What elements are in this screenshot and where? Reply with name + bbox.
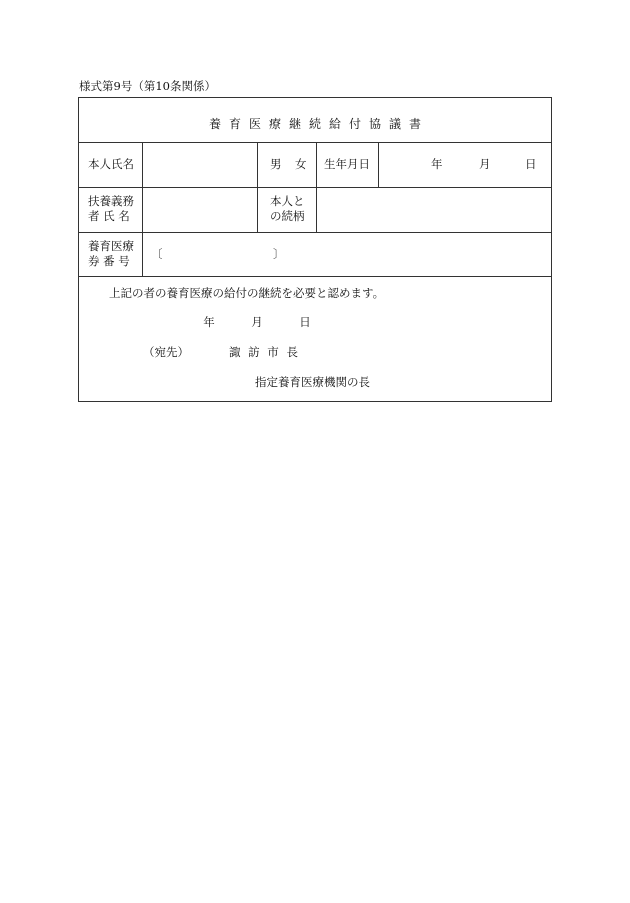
statement-text: 上記の者の養育医療の給付の継続を必要と認めます。 bbox=[109, 286, 385, 300]
relation-label bbox=[270, 194, 305, 224]
form-table bbox=[78, 97, 552, 402]
ticket-label-line1: 養育医療 bbox=[88, 239, 134, 253]
divider-row2 bbox=[79, 232, 551, 233]
guardian-label bbox=[88, 194, 134, 224]
date-line bbox=[189, 315, 325, 330]
birth-month-unit: 月 bbox=[479, 157, 491, 171]
guardian-label-line1: 扶養義務 bbox=[88, 194, 134, 208]
ticket-bracket-close: 〕 bbox=[273, 247, 285, 261]
addressee-name: 諏 訪 市 長 bbox=[229, 345, 300, 359]
form-number-label: 様式第9号（第10条関係） bbox=[79, 79, 216, 93]
ticket-bracket-open: 〔 bbox=[151, 247, 163, 261]
divider-row1 bbox=[79, 187, 551, 188]
birth-day-unit: 日 bbox=[525, 157, 537, 171]
sex-option-female[interactable]: 女 bbox=[295, 157, 307, 171]
name-label: 本人氏名 bbox=[88, 157, 134, 171]
guardian-label-line2: 者 氏 名 bbox=[88, 209, 130, 223]
divider-label-column bbox=[142, 142, 143, 276]
form-title: 養育医療継続給付協議書 bbox=[208, 117, 429, 131]
date-year-unit: 年 bbox=[203, 315, 215, 329]
divider-birth-label bbox=[378, 142, 379, 187]
relation-label-line1: 本人と bbox=[270, 194, 305, 208]
divider-row3 bbox=[79, 276, 551, 277]
relation-label-line2: の続柄 bbox=[270, 209, 305, 223]
issuer-label: 指定養育医療機関の長 bbox=[255, 375, 370, 389]
divider-title bbox=[79, 142, 551, 143]
addressee-prefix: （宛先） bbox=[143, 345, 189, 359]
ticket-label-line2: 券 番 号 bbox=[88, 254, 130, 268]
date-day-unit: 日 bbox=[299, 315, 311, 329]
birth-year-unit: 年 bbox=[431, 157, 443, 171]
sex-option-male[interactable]: 男 bbox=[270, 157, 282, 171]
ticket-number-label bbox=[88, 239, 134, 269]
date-month-unit: 月 bbox=[251, 315, 263, 329]
birthdate-label: 生年月日 bbox=[324, 157, 370, 171]
